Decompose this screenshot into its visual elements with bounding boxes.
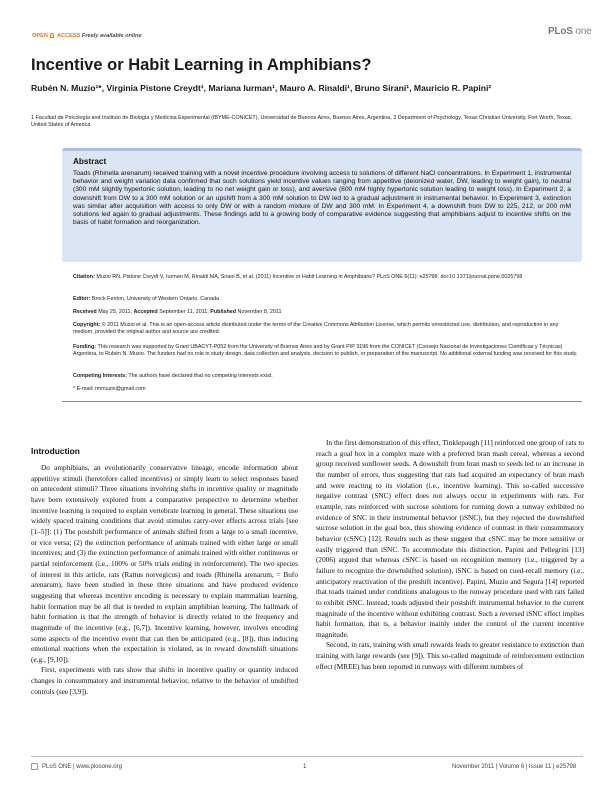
funding-text: This research was supported by Grant UBACYT-P052 from the University of Buenos Aires and by Grant PIP 3196 from the CONICET (Consejo Nacional de Investigaciones Científicas y Técnicas) Argentina, to Rubén N. Muzio. The funders had no role in study design, data collection and analysis, decision to publish, or preparation of the manuscript. No additional external funding was received for this study. — [73, 344, 578, 358]
text-column-right — [316, 438, 584, 672]
dates — [73, 309, 578, 316]
affiliations: 1 Facultad de Psicología and Instituto de Biología y Medicina Experimental (IBYME-CONICET), Universidad de Buenos Aires, Buenos Aires, Argentina, 2 Department of Psychology, Texas Christian University, Fort Worth, Texas, United States of America — [31, 115, 572, 129]
logo-plos: PLoS — [548, 26, 573, 37]
abstract-box — [62, 148, 582, 262]
paragraph: Do amphibians, an evolutionarily conservative lineage, encode information about appetitive stimuli (heretofore called incentives) or simply learn to select responses based on antecedent stimuli? Three situations involving shifts in incentive quality or magnitude have been extensively explored from a comparative perspective to determine whether incentive learning is required to explain vertebrate learning in general. These situations use widely spaced training conditions that avoid stimulus carry-over effects across trials [see [1–5]]: (1) The postshift performance of animals shifted from a large to a small incentive, or vice versa; (2) the extinction performance of animals trained with either large or small incentives; and (3) the extinction performance of animals trained with either continuous or partial reinforcement (i.e., 100% or 50% trials ending in reinforcement). The two species of interest in this article, rats (Rattus norvegicus) and toads (Rhinella arenarum, = Bufo arenarum), have been studied in these three situations and have produced evidence suggesting that whereas incentive encoding is necessary to explain mammalian learning, habit formation may be all that is needed to explain amphibian learning. The hallmark of habit formation is that the strength of behavior is directly related to the frequency and magnitude of the incentive (e.g., [6,7]). Incentive learning, however, involves encoding some aspects of the incentive event that can then be anticipated (e.g., [8]), thus inducing emotional reactions when the expectation is violated, as in reward downshift situations (e.g., [9,10]). — [31, 463, 298, 664]
abstract-text: Toads (Rhinella arenarum) received training with a novel incentive procedure involving access to solutions of different NaCl concentrations. In Experiment 1, instrumental behavior and weight variation data confirmed that such solutions yield incentive values ranging from appetitive (deionized water, DW, leading to weight gain), to neutral (300 mM slightly hypertonic solution, leading to no net weight gain or loss), and aversive (800 mM highly hypertonic solution leading to weight loss). In Experiment 2, a downshift from DW to a 300 mM solution or an upshift from a 300 mM solution to DW led to a gradual adjustment in instrumental behavior. In Experiment 3, extinction was similar after acquisition with access to only DW or with a random mixture of DW and 300 mM. In Experiment 4, a downshift from DW to 225, 212, or 200 mM solutions led again to gradual adjustments. These findings add to a growing body of comparative evidence suggesting that amphibians adjust to incentive shifts on the basis of habit formation and reorganization. — [73, 170, 571, 227]
open-access-lock-icon — [50, 33, 54, 38]
published-label: Published — [210, 309, 237, 315]
page-number: 1 — [303, 764, 307, 770]
logo-one: one — [575, 26, 592, 37]
copyright-text: © 2011 Muzio et al. This is an open-access article distributed under the terms of the Creative Commons Attribution License, which permits unrestricted use, distribution, and reproduction in any medium, provided the original author and source are credited. — [73, 322, 559, 336]
footer-journal-link[interactable]: PLoS ONE | www.plosone.org — [42, 764, 122, 770]
published-date: November 8, 2011 — [237, 309, 282, 315]
citation — [73, 274, 578, 281]
freely-available-label: Freely available online — [81, 33, 142, 39]
text-column-left — [31, 463, 298, 697]
footer-divider — [31, 756, 583, 757]
introduction-heading: Introduction — [31, 446, 80, 456]
corresponding-email[interactable]: * E-mail: rmmuzio@gmail.com — [73, 386, 146, 392]
competing-label: Competing Interests: — [73, 373, 127, 379]
citation-text: Muzio RN, Pistone Creydt V, Iurman M, Rinaldi MA, Sirani B, et al. (2011) Incentive or Habit Learning in Amphibians? PLoS ONE 6(11): e25798. doi:10.1371/journal.pone.0025798 — [96, 274, 523, 280]
competing-interests — [73, 373, 578, 380]
funding — [73, 344, 578, 358]
editor — [73, 296, 578, 303]
paragraph: First, experiments with rats show that shifts in incentive quality or quantity induced changes in consummatory and instrumental behavior, relative to the behavior of unshifted controls (see [3,9]). — [31, 665, 298, 696]
article-title: Incentive or Habit Learning in Amphibians? — [31, 56, 372, 74]
copyright — [73, 322, 578, 336]
editor-text: Brock Fenton, University of Western Ontario, Canada — [91, 296, 220, 302]
accepted-date: September 11, 2011; — [159, 309, 209, 315]
open-access-banner — [32, 33, 142, 39]
paragraph: In the first demonstration of this effect, Tinklepaugh [11] reinforced one group of rats to reach a goal box in a complex maze with a preferred bran mash cereal, whereas a second group received sunflower seeds. A downshift from bran mash to seeds led to an increase in the number of errors, thus suggesting that rats had acquired an expectancy of bran mash and were reacting to its violation (i.e., incentive learning). This so-called successive negative contrast (SNC) effect does not always occur in experiments with rats. For example, rats reinforced with sucrose solutions for running down a runway exhibited no evidence of SNC in their instrumental behavior (iSNC), but they rejected the downshifted sucrose solution in the goal box, thus showing evidence of contrast in their consummatory behavior (cSNC) [12]. Results such as these suggest that cSNC may be more sensitive or easily triggered than iSNC. To accommodate this distinction, Papini and Pellegrini [13] (2006) argued that whereas cSNC is based on recognition memory (i.e., triggered by a failure to recognize the downshifted solution), iSNC is based on cued-recall memory (i.e., anticipatory reactivation of the preshift incentive). Papini, Muzio and Segura [14] reported that toads trained under conditions analogous to the runway procedure used with rats failed to exhibit iSNC. Instead, toads adjusted their postshift instrumental behavior to the current magnitude of the incentive without exhibiting contrast. Such a reversed iSNC effect implies habit formation, that is, a behavior mainly under the control of the current incentive magnitude. — [316, 438, 584, 639]
copyright-label: Copyright: — [73, 322, 101, 328]
citation-label: Citation: — [73, 274, 95, 280]
editor-label: Editor: — [73, 296, 91, 302]
author-list: Rubén N. Muzio¹*, Virginia Pistone Creydt¹, Mariana Iurman¹, Mauro A. Rinaldi¹, Bruno Sirani¹, Mauricio R. Papini² — [31, 83, 492, 93]
funding-label: Funding: — [73, 344, 97, 350]
plos-one-logo — [548, 26, 592, 37]
paragraph: Second, in rats, training with small rewards leads to greater resistance to extinction than training with large rewards (see [9]). This so-called magnitude of reinforcement extinction effect (MREE) has been reported in runways with different numbers of — [316, 640, 584, 671]
accepted-label: Accepted — [133, 309, 158, 315]
received-label: Received — [73, 309, 97, 315]
abstract-heading: Abstract — [73, 157, 107, 166]
open-label: OPEN — [32, 33, 48, 39]
competing-text: The authors have declared that no competing interests exist. — [128, 373, 273, 379]
footer-issue-info: November 2011 | Volume 6 | Issue 11 | e25798 — [452, 764, 577, 770]
received-date: May 25, 2011; — [98, 309, 132, 315]
meta-divider — [62, 401, 582, 402]
access-label: ACCESS — [56, 33, 81, 39]
plos-footer-icon — [31, 763, 38, 770]
